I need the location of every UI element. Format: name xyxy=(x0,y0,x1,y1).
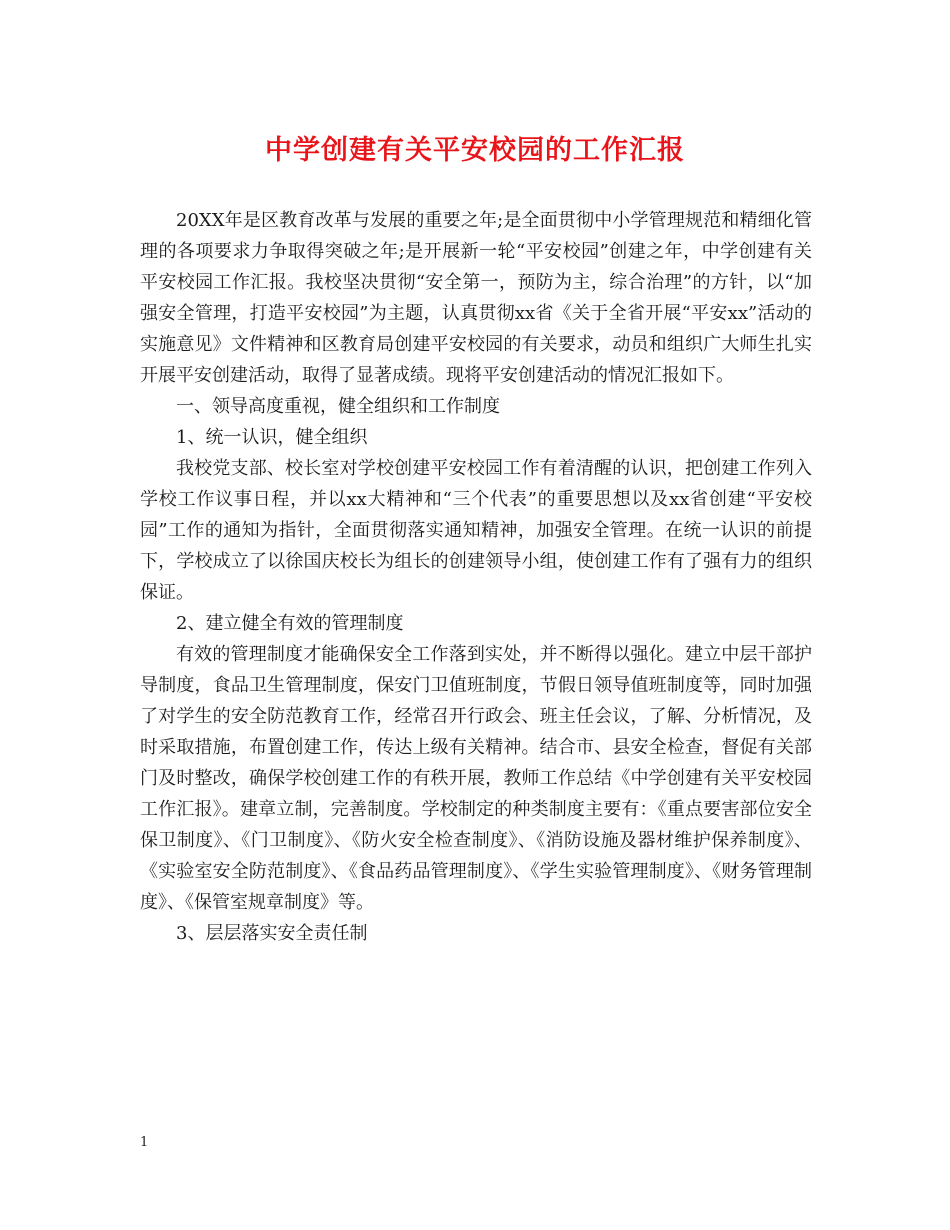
document-body xyxy=(140,205,812,949)
paragraph-intro: 20XX年是区教育改革与发展的重要之年;是全面贯彻中小学管理规范和精细化管理的各项要求力争取得突破之年;是开展新一轮“平安校园”创建之年，中学创建有关平安校园工作汇报。我校坚决贯彻“安全第一，预防为主，综合治理”的方针，以“加强安全管理，打造平安校园”为主题，认真贯彻xx省《关于全省开展“平安xx”活动的实施意见》文件精神和区教育局创建平安校园的有关要求，动员和组织广大师生扎实开展平安创建活动，取得了显著成绩。现将平安创建活动的情况汇报如下。 xyxy=(140,210,812,386)
page-number: 1 xyxy=(140,1135,149,1150)
paragraph-subsection-2: 有效的管理制度才能确保安全工作落到实处，并不断得以强化。建立中层干部护导制度，食品卫生管理制度，保安门卫值班制度，节假日领导值班制度等，同时加强了对学生的安全防范教育工作，经常召开行政会、班主任会议，了解、分析情况，及时采取措施，布置创建工作，传达上级有关精神。结合市、县安全检查，督促有关部门及时整改，确保学校创建工作的有秩开展，教师工作总结《中学创建有关平安校园工作汇报》。建章立制，完善制度。学校制定的种类制度主要有：《重点要害部位安全保卫制度》、《门卫制度》、《防火安全检查制度》、《消防设施及器材维护保养制度》、《实验室安全防范制度》、《食品药品管理制度》、《学生实验管理制度》、《财务管理制度》、《保管室规章制度》等。 xyxy=(140,644,812,913)
document-title: 中学创建有关平安校园的工作汇报 xyxy=(265,135,685,166)
heading-subsection-2: 2、建立健全有效的管理制度 xyxy=(176,613,404,634)
heading-section-1: 一、领导高度重视，健全组织和工作制度 xyxy=(176,396,500,417)
heading-subsection-1: 1、统一认识，健全组织 xyxy=(176,427,368,448)
paragraph-subsection-1: 我校党支部、校长室对学校创建平安校园工作有着清醒的认识，把创建工作列入学校工作议事日程，并以xx大精神和“三个代表”的重要思想以及xx省创建“平安校园”工作的通知为指针，全面贯彻落实通知精神，加强安全管理。在统一认识的前提下，学校成立了以徐国庆校长为组长的创建领导小组，使创建工作有了强有力的组织保证。 xyxy=(140,458,812,603)
heading-subsection-3: 3、层层落实安全责任制 xyxy=(176,923,368,944)
